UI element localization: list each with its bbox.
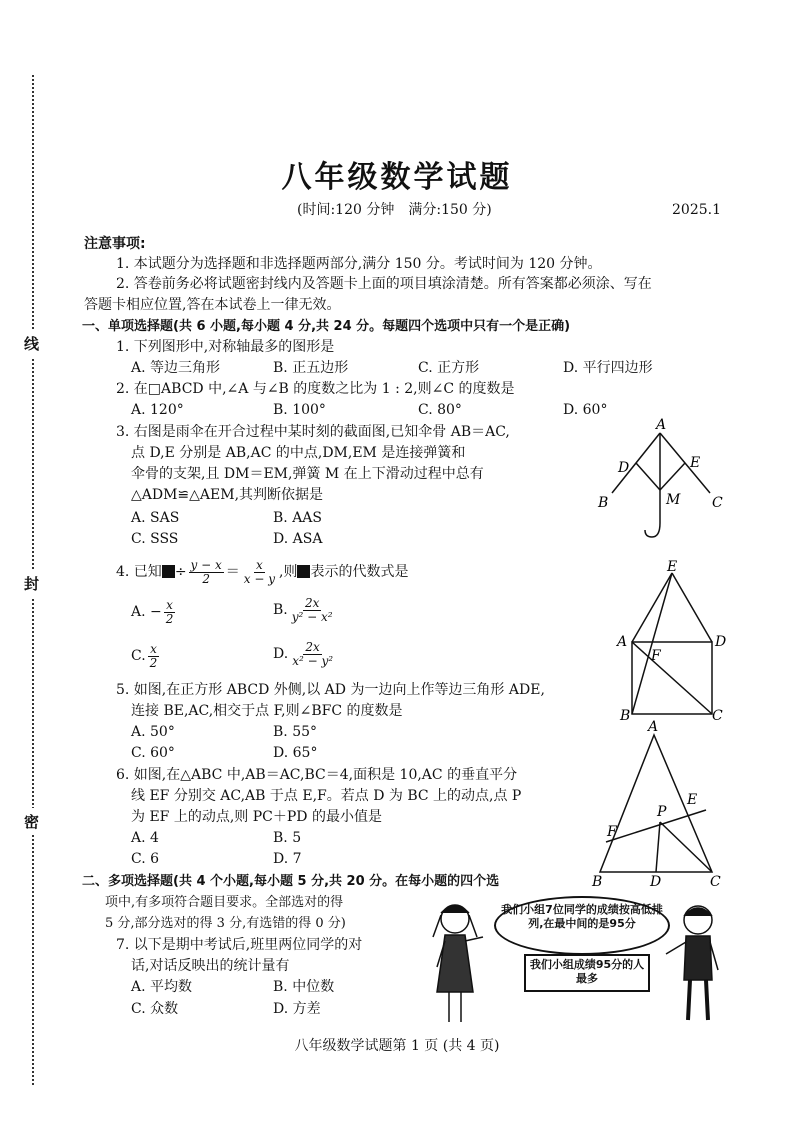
q4-option-d-num: 2x [305,639,320,654]
segment-ac [632,642,712,714]
section1-heading: 一、单项选择题(共 6 小题,每小题 4 分,共 24 分。每题四个选项中只有一个是正确) [82,319,571,334]
q6-line-3: 为 EF 上的动点,则 PC＋PD 的最小值是 [131,809,382,825]
q4-option-b [273,596,337,624]
fig2-label-f: F [651,648,661,664]
q4-stem-then: ,则 [279,564,298,580]
support-em [660,463,685,490]
speech-box-mode: 我们小组成绩95分的人最多 [524,954,650,992]
q4-option-d-frac [290,641,335,668]
seal-char-feng: 封 [24,570,39,597]
girl-legs [449,992,461,1022]
q3-option-b: B. AAS [273,510,322,526]
umbrella-figure [588,415,728,545]
q4-option-b-label: B. [273,602,288,618]
exam-subtitle: (时间:120 分钟 满分:150 分) [297,202,492,218]
exam-date: 2025.1 [672,202,721,218]
q7-option-a: A. 平均数 [131,979,193,995]
q4-fraction-1-den: 2 [202,571,210,586]
q4-option-b-den: y² − x² [291,609,333,624]
q4-option-c-frac [148,643,160,670]
q4-option-c-num: x [150,641,157,656]
q7-option-d: D. 方差 [273,1001,321,1017]
q2-option-d: D. 60° [563,402,608,418]
q4-black-square [162,565,175,578]
q3-line-1: 3. 右图是雨伞在开合过程中某时刻的截面图,已知伞骨 AB＝AC, [116,424,510,440]
girl-hair [441,906,469,913]
section2-line-1: 二、多项选择题(共 4 个小题,每小题 5 分,共 20 分。在每小题的四个选 [82,874,500,889]
fig3-label-a: A [648,720,659,735]
q4-fraction-1-num: y − x [190,557,222,572]
q1-stem: 1. 下列图形中,对称轴最多的图形是 [116,339,335,355]
boy-student-illustration [660,900,730,1030]
q2-option-c: C. 80° [418,402,462,418]
q4-equals-sign: ＝ [225,564,240,580]
speech-bubble-median: 我们小组7位同学的成绩按高低排列,在最中间的是95分 [494,896,670,955]
segment-pc [660,822,712,872]
fig2-label-e: E [667,559,678,575]
q5-line-2: 连接 BE,AC,相交于点 F,则∠BFC 的度数是 [131,703,403,719]
q4-option-a-label: A. − [131,604,162,620]
q4-option-d-label: D. [273,646,289,662]
q3-line-2: 点 D,E 分别是 AB,AC 的中点,DM,EM 是连接弹簧和 [131,445,466,461]
boy-shirt [684,936,712,980]
note-1: 1. 本试题分为选择题和非选择题两部分,满分 150 分。考试时间为 120 分钟。 [116,256,602,272]
girl-student-illustration [425,897,485,1032]
q7-option-b: B. 中位数 [273,979,335,995]
q1-option-b: B. 正五边形 [273,360,349,376]
bisector-ef [606,810,706,842]
fig2-label-c: C [712,708,723,724]
q5-option-a: A. 50° [131,724,175,740]
segment-ae [632,573,672,642]
support-dm [636,463,660,490]
notes-heading: 注意事项: [84,236,146,252]
page-footer: 八年级数学试题第 1 页 (共 4 页) [294,1038,500,1054]
q2-stem: 2. 在□ABCD 中,∠A 与∠B 的度数之比为 1 : 2,则∠C 的度数是 [116,381,515,397]
segment-be [632,573,672,714]
q2-option-a: A. 120° [131,402,184,418]
q4-fraction-2-den: x − y [243,571,276,586]
q5-line-1: 5. 如图,在正方形 ABCD 外侧,以 AD 为一边向上作等边三角形 ADE, [116,682,545,698]
fig3-label-p: P [657,804,667,820]
fig1-label-a: A [656,417,667,433]
fig1-label-d: D [618,460,630,476]
fig2-label-a: A [617,634,628,650]
q4-option-a-num: x [166,597,173,612]
q4-fraction-2-num: x [256,557,263,572]
fig3-label-c: C [710,874,721,890]
q4-fraction-1 [189,559,224,586]
q4-option-b-frac [290,597,335,624]
umbrella-handle [645,523,660,537]
q5-option-c: C. 60° [131,745,175,761]
seal-char-mi: 密 [24,808,39,835]
q3-option-d: D. ASA [273,531,323,547]
q7-line-2: 话,对话反映出的统计量有 [131,958,290,974]
q4-stem [116,558,408,586]
q4-divide-sign: ÷ [174,564,187,580]
q6-line-2: 线 EF 分别交 AC,AB 于点 E,F。若点 D 为 BC 上的动点,点 P [131,788,522,804]
fig3-label-d: D [650,874,662,890]
segment-de [672,573,712,642]
q2-option-b: B. 100° [273,402,326,418]
q6-option-d: D. 7 [273,851,302,867]
q5-option-d: D. 65° [273,745,318,761]
girl-dress [437,935,473,992]
q6-option-b: B. 5 [273,830,302,846]
q3-line-4: △ADM≌△AEM,其判断依据是 [131,487,324,503]
fig1-label-m: M [666,492,681,508]
fig1-label-b: B [598,495,609,511]
q6-option-a: A. 4 [131,830,159,846]
q7-line-1: 7. 以下是期中考试后,班里两位同学的对 [116,937,363,953]
square-triangle-figure [612,558,732,728]
q1-option-c: C. 正方形 [418,360,480,376]
q3-option-a: A. SAS [131,510,180,526]
section2-line-3: 5 分,部分选对的得 3 分,有选错的得 0 分) [105,916,346,931]
fig1-label-e: E [690,455,701,471]
boy-legs [688,980,708,1020]
fig3-label-b: B [592,874,603,890]
q4-option-a-den: 2 [165,611,174,626]
q6-line-1: 6. 如图,在△ABC 中,AB＝AC,BC＝4,面积是 10,AC 的垂直平分 [116,767,518,783]
q4-option-b-num: 2x [304,595,320,610]
q4-option-c [131,642,161,670]
page-title: 八年级数学试题 [281,160,513,195]
q4-option-c-den: 2 [149,655,158,670]
q4-option-d [273,640,337,668]
q4-option-a [131,598,177,626]
q3-option-c: C. SSS [131,531,179,547]
q5-option-b: B. 55° [273,724,318,740]
q7-option-c: C. 众数 [131,1001,179,1017]
q4-fraction-2 [242,559,277,586]
q6-option-c: C. 6 [131,851,160,867]
fig3-label-e: E [687,792,698,808]
fig3-label-f: F [607,824,617,840]
q3-line-3: 伞骨的支架,且 DM＝EM,弹簧 M 在上下滑动过程中总有 [131,466,484,482]
segment-pd [656,822,660,872]
fig2-label-b: B [620,708,631,724]
note-2a: 2. 答卷前务必将试题密封线内及答题卡上面的项目填涂清楚。所有答案都必须涂、写在 [116,276,652,292]
q4-stem-prefix: 4. 已知 [116,564,162,580]
q4-stem-suffix: 表示的代数式是 [310,564,409,580]
q1-option-d: D. 平行四边形 [563,360,653,376]
section2-line-2: 项中,有多项符合题目要求。全部选对的得 [105,895,344,910]
q4-option-d-den: x² − y² [292,653,334,668]
triangle-bisector-figure [588,720,728,890]
girl-arm-pointing [465,937,483,941]
seal-char-xian: 线 [24,330,39,357]
fig2-label-d: D [715,634,727,650]
fig1-label-c: C [712,495,723,511]
boy-arm-pointing [666,942,686,954]
q4-option-c-label: C. [131,648,146,664]
note-2b: 答题卡相应位置,答在本试卷上一律无效。 [84,297,341,313]
q4-option-a-frac [164,599,176,626]
q4-black-square-2 [297,565,310,578]
q1-option-a: A. 等边三角形 [131,360,221,376]
